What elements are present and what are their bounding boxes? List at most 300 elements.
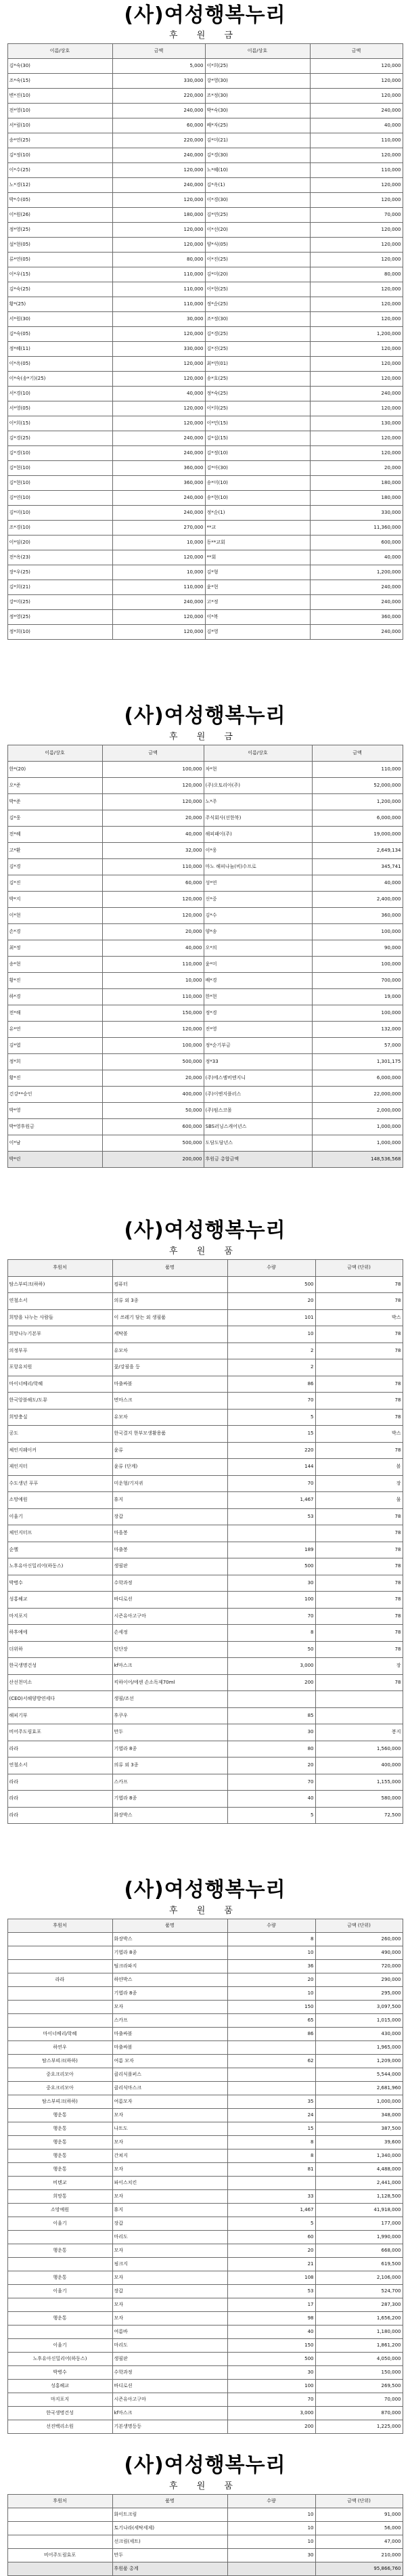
table-row — [7, 506, 403, 521]
table-row — [7, 2244, 403, 2258]
table-row — [7, 2136, 403, 2149]
table-row — [7, 133, 403, 148]
table-cell: 행운통 — [7, 2312, 112, 2326]
table-cell: 희망통 — [7, 2190, 112, 2204]
table-row — [7, 2535, 403, 2549]
table-cell: 20,000 — [310, 461, 403, 476]
table-cell: 20,000 — [102, 924, 204, 940]
table-cell: 클리식롤퍼스 — [112, 2068, 227, 2082]
table-cell: 이*수(25) — [7, 163, 112, 178]
table-cell: 이*희(25) — [205, 401, 310, 416]
table-row — [7, 908, 403, 924]
table-cell: 박*영후원금 — [7, 1119, 102, 1135]
table-row — [7, 1459, 403, 1476]
table-cell: 토기나라(세탁세제) — [112, 2522, 227, 2535]
table-cell — [227, 2082, 315, 2095]
table-cell: 60,000 — [112, 118, 205, 133]
table-row — [7, 625, 403, 640]
table-row — [7, 2190, 403, 2204]
table-cell: 78 — [315, 1442, 403, 1459]
table-row — [7, 1326, 403, 1343]
table-cell: 3,000 — [227, 2407, 315, 2420]
table-cell: 이*현(25) — [205, 282, 310, 297]
table-row — [7, 342, 403, 357]
table-cell: 70,000 — [310, 208, 403, 223]
table-cell: 제인지터 — [7, 1459, 112, 1476]
table-cell: 파이스치킨 — [112, 2177, 227, 2190]
table-cell: 41,918,000 — [315, 2204, 403, 2217]
table-cell: 김*정(10) — [7, 148, 112, 163]
table-row — [7, 1724, 403, 1741]
table-cell: 200 — [227, 2420, 315, 2434]
table-row — [7, 312, 403, 327]
table-row — [7, 1960, 403, 1973]
table-row — [7, 297, 403, 312]
col-header: 금액 — [112, 44, 205, 59]
table-cell: 전*옥(23) — [7, 550, 112, 565]
table-cell: 1,015,000 — [315, 2014, 403, 2028]
table-cell: 차*현 — [204, 762, 312, 778]
table-cell: 120,000 — [310, 193, 403, 208]
table-cell: 류*연(05) — [7, 253, 112, 267]
table-row — [7, 1309, 403, 1326]
table-cell: 120,000 — [310, 342, 403, 357]
col-header: 후원처 — [7, 1919, 112, 1933]
table-cell: 휴지 — [112, 2204, 227, 2217]
table-cell: 57,000 — [312, 1038, 403, 1054]
table-cell: 김*희(21) — [7, 580, 112, 595]
table-cell: 1,560,000 — [315, 1741, 403, 1758]
table-cell — [7, 2535, 112, 2549]
table-cell: 희망을 나누는 사람들 — [7, 1309, 112, 1326]
table-cell: 주식회사(선한북) — [204, 810, 312, 827]
table-row — [7, 1641, 403, 1658]
table-cell: 120,000 — [102, 892, 204, 908]
table-cell: 미운형/기저귀 — [112, 1475, 227, 1492]
table-row — [7, 2380, 403, 2393]
table-cell: 120,000 — [310, 282, 403, 297]
col-header: 금액 (단위) — [315, 1919, 403, 1933]
table-cell: 김*현(10) — [7, 461, 112, 476]
table-cell: 2,681,960 — [315, 2082, 403, 2095]
table-cell: 노후유아신밀리어(하동스) — [7, 1558, 112, 1575]
table-cell: 72,500 — [315, 1807, 403, 1824]
table-row — [7, 357, 403, 372]
col-header: 금액 — [102, 745, 204, 762]
table-cell: 120,000 — [310, 312, 403, 327]
table-cell: 스카프 — [112, 2014, 227, 2028]
table-cell: 물 — [315, 1492, 403, 1509]
table-row — [7, 536, 403, 550]
table-cell: 장갑 — [112, 1508, 227, 1525]
table-cell: 고*환 — [7, 843, 102, 859]
col-header: 이름/상호 — [7, 745, 102, 762]
table-cell: 여름 모자 — [112, 2055, 227, 2068]
table-row — [7, 1475, 403, 1492]
table-cell: 시즌유아고구마 — [112, 2393, 227, 2407]
table-cell: 240,000 — [310, 580, 403, 595]
table-cell: 120,000 — [112, 223, 205, 238]
table-cell: 송*현 — [7, 957, 102, 973]
table-cell: 95,866,760 — [315, 2562, 403, 2576]
table-cell: 110,000 — [102, 859, 204, 875]
table-row — [7, 372, 403, 387]
table-cell: 110,000 — [312, 762, 403, 778]
table-cell: 220 — [227, 1442, 315, 1459]
table-cell: 박스 — [315, 1426, 403, 1443]
table-cell — [7, 2014, 112, 2028]
table-cell: 78 — [315, 1558, 403, 1575]
table-cell: 144 — [227, 1459, 315, 1476]
table-cell: 정*희(10) — [7, 625, 112, 640]
table-cell: 120,000 — [310, 148, 403, 163]
table-cell: 강*영(30) — [205, 74, 310, 89]
table-cell: 120,000 — [310, 223, 403, 238]
table-cell: 47,000 — [315, 2535, 403, 2549]
table-cell: 윤*미 — [204, 957, 312, 973]
table-cell: 행운통 — [7, 2271, 112, 2285]
table-cell: 619,500 — [315, 2258, 403, 2271]
table-cell: 조*정(30) — [205, 89, 310, 104]
table-cell: 78 — [315, 1674, 403, 1691]
table-cell: 65 — [227, 2014, 315, 2028]
table-row — [7, 1807, 403, 1824]
col-header: 품명 — [112, 1260, 227, 1277]
table-cell: 만두 — [112, 2549, 227, 2562]
table-row — [7, 2312, 403, 2326]
table-cell: 1,965,000 — [315, 2041, 403, 2055]
table-cell: 220,000 — [112, 89, 205, 104]
table-row — [7, 2068, 403, 2082]
table-row — [7, 1442, 403, 1459]
table-cell: 수도생년 푸푸 — [7, 1475, 112, 1492]
table-row — [7, 2271, 403, 2285]
table-row — [7, 267, 403, 282]
table-cell: 720,000 — [315, 1960, 403, 1973]
table-row — [7, 1525, 403, 1542]
table-cell: 150 — [227, 2339, 315, 2353]
table-cell: 장갑 — [112, 2285, 227, 2298]
table-cell: 김*영 — [205, 625, 310, 640]
table-cell: 120,000 — [310, 59, 403, 74]
table-cell: 30 — [227, 1724, 315, 1741]
table-cell: 120,000 — [112, 372, 205, 387]
table-row — [7, 1070, 403, 1087]
table-row — [7, 2420, 403, 2434]
table-cell: 78 — [315, 1641, 403, 1658]
table-cell: 50 — [227, 1641, 315, 1658]
table-row — [7, 2339, 403, 2353]
table-cell — [227, 2562, 315, 2576]
table-row — [7, 1741, 403, 1758]
table-cell: 2 — [227, 1342, 315, 1359]
table-cell: 78 — [315, 1525, 403, 1542]
table-cell: 강*미(25) — [7, 595, 112, 610]
table-cell: 101 — [227, 1309, 315, 1326]
table-cell: 270,000 — [112, 521, 205, 536]
table-cell: 황*진 — [7, 973, 102, 989]
table-cell: 김*미(20) — [205, 267, 310, 282]
table-cell: 손세정 — [112, 1625, 227, 1642]
table-cell: 탐스부띠크(하하) — [7, 1276, 112, 1293]
table-row — [7, 1774, 403, 1791]
table-cell: 생필판 — [112, 1558, 227, 1575]
table-cell: 260,000 — [315, 1933, 403, 1946]
table-cell: 박*준 — [7, 794, 102, 810]
table-row — [7, 238, 403, 253]
table-cell: 의정부푸 — [7, 1342, 112, 1359]
table-cell: 김*웅 — [7, 810, 102, 827]
table-row — [7, 1054, 403, 1070]
table-cell: 전*영(10) — [7, 104, 112, 118]
table-cell: 박병수 — [7, 2366, 112, 2380]
table-cell: 컴퓨터 — [112, 1276, 227, 1293]
table-cell — [7, 2231, 112, 2244]
table-cell: 40,000 — [112, 387, 205, 401]
table-row — [7, 163, 403, 178]
section-subtitle: 후 원 금 — [169, 30, 241, 41]
table-row — [7, 148, 403, 163]
table-cell: 연철소서 — [7, 1293, 112, 1310]
table-cell: 19,000,000 — [312, 827, 403, 843]
table-row — [7, 1592, 403, 1609]
table-cell: 행운통 — [7, 2244, 112, 2258]
table-row — [7, 957, 403, 973]
table-cell: 11,360,000 — [310, 521, 403, 536]
table-cell: 20 — [227, 1758, 315, 1774]
table-cell: 간쳐지 — [112, 2149, 227, 2163]
table-cell: 송*호(25) — [205, 372, 310, 387]
table-row — [7, 2285, 403, 2298]
table-cell: 기엽라 8종 — [112, 1946, 227, 1960]
table-cell: 120,000 — [310, 74, 403, 89]
table-cell: 120,000 — [112, 625, 205, 640]
table-cell: 50,000 — [102, 1103, 204, 1119]
table-cell: 서*림(10) — [7, 118, 112, 133]
table-cell: 마출봉 — [112, 1542, 227, 1558]
table-cell: 5 — [227, 2217, 315, 2231]
table-cell: 524,700 — [315, 2285, 403, 2298]
table-cell: 기엽라 8종 — [112, 1741, 227, 1758]
table-row — [7, 74, 403, 89]
table-cell: 기엽라 8종 — [112, 1791, 227, 1808]
table-cell: 김*정(10) — [205, 446, 310, 461]
table-cell — [7, 2522, 112, 2535]
table-cell: 700,000 — [312, 973, 403, 989]
col-header: 수량 — [227, 1919, 315, 1933]
table-cell: 210,000 — [315, 2549, 403, 2562]
table-cell: 이*임(20) — [7, 536, 112, 550]
table-cell: **교 — [205, 521, 310, 536]
table-cell: 1,200,000 — [310, 565, 403, 580]
table-cell: 장 — [315, 1475, 403, 1492]
table-cell: 유*연 — [7, 1022, 102, 1038]
table-cell: 고*정 — [205, 595, 310, 610]
table-cell: 소망예원 — [7, 1492, 112, 1509]
table-cell: 15 — [227, 2122, 315, 2136]
table-cell: 중요크리모아 — [7, 2082, 112, 2095]
table-cell: 화장박스 — [112, 1807, 227, 1824]
table-row — [7, 989, 403, 1005]
table-cell: 10,000 — [102, 973, 204, 989]
table-cell: 180,000 — [112, 208, 205, 223]
section-goods-1 — [0, 1213, 410, 1871]
table-cell: 148,536,568 — [312, 1152, 403, 1168]
table-row — [7, 461, 403, 476]
table-cell — [7, 2562, 112, 2576]
table-cell: 30 — [227, 2549, 315, 2562]
table-cell: 황*진 — [7, 1070, 102, 1087]
table-cell: 탐스부띠크(하하) — [7, 2095, 112, 2109]
table-cell: 290,000 — [315, 1973, 403, 1987]
table-row — [7, 565, 403, 580]
table-row — [7, 2204, 403, 2217]
table-cell: 중요크리모아 — [7, 2068, 112, 2082]
table-cell: 10 — [227, 1987, 315, 2001]
table-cell: 120,000 — [310, 431, 403, 446]
table-cell: 마을봉 — [112, 1525, 227, 1542]
table-cell: 120,000 — [102, 1022, 204, 1038]
table-cell: (주)펌스코몰 — [204, 1103, 312, 1119]
table-cell: 62 — [227, 2055, 315, 2068]
table-cell: (CEO)서해양방연세다 — [7, 1691, 112, 1708]
table-cell — [7, 2258, 112, 2271]
table-cell: 비어주도림효포 — [7, 2549, 112, 2562]
table-cell: 조*경(10) — [7, 521, 112, 536]
table-cell: 78 — [315, 1625, 403, 1642]
table-cell: 30 — [227, 2366, 315, 2380]
table-cell — [7, 2298, 112, 2312]
table-cell: 35 — [227, 2095, 315, 2109]
table-cell — [7, 1946, 112, 1960]
table-cell: 변*진(10) — [7, 89, 112, 104]
table-row — [7, 1005, 403, 1022]
table-cell: 선크림(세트) — [112, 2535, 227, 2549]
table-cell: 킥하이어/에센 손소독제70ml — [112, 1674, 227, 1691]
table-row — [7, 2001, 403, 2014]
table-cell: 120,000 — [112, 193, 205, 208]
table-cell: 40,000 — [102, 940, 204, 957]
table-cell: 윤류 — [112, 1442, 227, 1459]
table-cell: 668,000 — [315, 2244, 403, 2258]
table-cell: 하얀박스 — [112, 1973, 227, 1987]
table-cell: 500 — [227, 1276, 315, 1293]
table-cell: 500 — [227, 1558, 315, 1575]
table-row — [7, 491, 403, 506]
table-cell: 100,000 — [312, 1005, 403, 1022]
table-cell: 10,000 — [112, 565, 205, 580]
table-cell: 진*영 — [204, 1022, 312, 1038]
col-header: 이름/상호 — [204, 745, 312, 762]
table-cell: 정*숙(25) — [205, 387, 310, 401]
table-cell: 78 — [315, 1592, 403, 1609]
table-cell — [7, 1933, 112, 1946]
table-cell: 동**교회 — [205, 536, 310, 550]
table-cell: 마이너베리/학혜 — [7, 2028, 112, 2041]
table-cell: 모자 — [112, 2271, 227, 2285]
table-cell: 6,000,000 — [312, 810, 403, 827]
org-title: (사)여성행복누리 — [124, 1219, 286, 1242]
col-header: 금액 (단위) — [315, 1260, 403, 1277]
table-cell: 1,656,200 — [315, 2312, 403, 2326]
table-cell: 이*희(25) — [205, 59, 310, 74]
table-cell: 80 — [227, 1741, 315, 1758]
table-cell: 이울기 — [7, 2339, 112, 2353]
table-cell: 정*희 — [7, 1054, 102, 1070]
table-cell: 양*송 — [204, 924, 312, 940]
table-cell: 110,000 — [310, 133, 403, 148]
table-row — [7, 2508, 403, 2522]
table-cell: 김*진 — [7, 875, 102, 892]
table-cell: 177,000 — [315, 2217, 403, 2231]
table-cell: 240,000 — [112, 491, 205, 506]
table-cell: 120,000 — [102, 794, 204, 810]
section-subtitle: 후 원 품 — [169, 2481, 241, 2491]
table-row — [7, 2393, 403, 2407]
table-cell: 150 — [227, 2001, 315, 2014]
table-row — [7, 89, 403, 104]
table-cell: 5 — [227, 1807, 315, 1824]
table-cell: 110,000 — [112, 580, 205, 595]
table-row — [7, 2122, 403, 2136]
table-cell: 모자 — [112, 2136, 227, 2149]
table-row — [7, 2298, 403, 2312]
table-row — [7, 2326, 403, 2339]
table-cell: 라라 — [7, 1774, 112, 1791]
table-cell: 김*섭(15) — [205, 431, 310, 446]
table-cell: 설*현(05) — [7, 238, 112, 253]
table-row — [7, 282, 403, 297]
table-cell: 박스 — [315, 1309, 403, 1326]
goods-table — [7, 2494, 403, 2576]
table-cell: 더위하 — [7, 1641, 112, 1658]
table-cell: 1,200,000 — [310, 327, 403, 342]
table-cell: 330,000 — [112, 342, 205, 357]
table-cell: 600,000 — [102, 1119, 204, 1135]
table-cell: 56,000 — [315, 2522, 403, 2535]
table-cell: 70 — [227, 2393, 315, 2407]
table-cell: 휴지 — [112, 1492, 227, 1509]
table-cell: 8 — [227, 2149, 315, 2163]
table-cell: 이*옥(05) — [7, 357, 112, 372]
table-cell: 91,000 — [315, 2508, 403, 2522]
table-cell: 김*숙(05) — [7, 327, 112, 342]
table-row — [7, 1508, 403, 1525]
table-cell: (주)에스엠비엔지니 — [204, 1070, 312, 1087]
table-row — [7, 778, 403, 794]
table-cell: 110,000 — [112, 267, 205, 282]
table-cell: 체인지터프 — [7, 1525, 112, 1542]
section-goods-2 — [0, 1871, 410, 2447]
table-cell: (주)이엔지플러스 — [204, 1087, 312, 1103]
table-row — [7, 1707, 403, 1724]
table-row — [7, 2217, 403, 2231]
table-cell: 10 — [227, 1326, 315, 1343]
table-cell: 30 — [227, 1575, 315, 1592]
table-cell: 이*숙(송*기)(25) — [7, 372, 112, 387]
table-cell: 120,000 — [310, 89, 403, 104]
section-donations-2 — [0, 697, 410, 1213]
table-cell: 20,000 — [102, 810, 204, 827]
table-cell: 비텐교 — [7, 2177, 112, 2190]
table-cell: 박*수(05) — [7, 193, 112, 208]
table-row — [7, 118, 403, 133]
table-cell: 120,000 — [112, 416, 205, 431]
table-cell: 행운통 — [7, 2122, 112, 2136]
table-cell: 120,000 — [310, 372, 403, 387]
table-cell: 5,000 — [112, 59, 205, 74]
table-cell: 287,300 — [315, 2298, 403, 2312]
